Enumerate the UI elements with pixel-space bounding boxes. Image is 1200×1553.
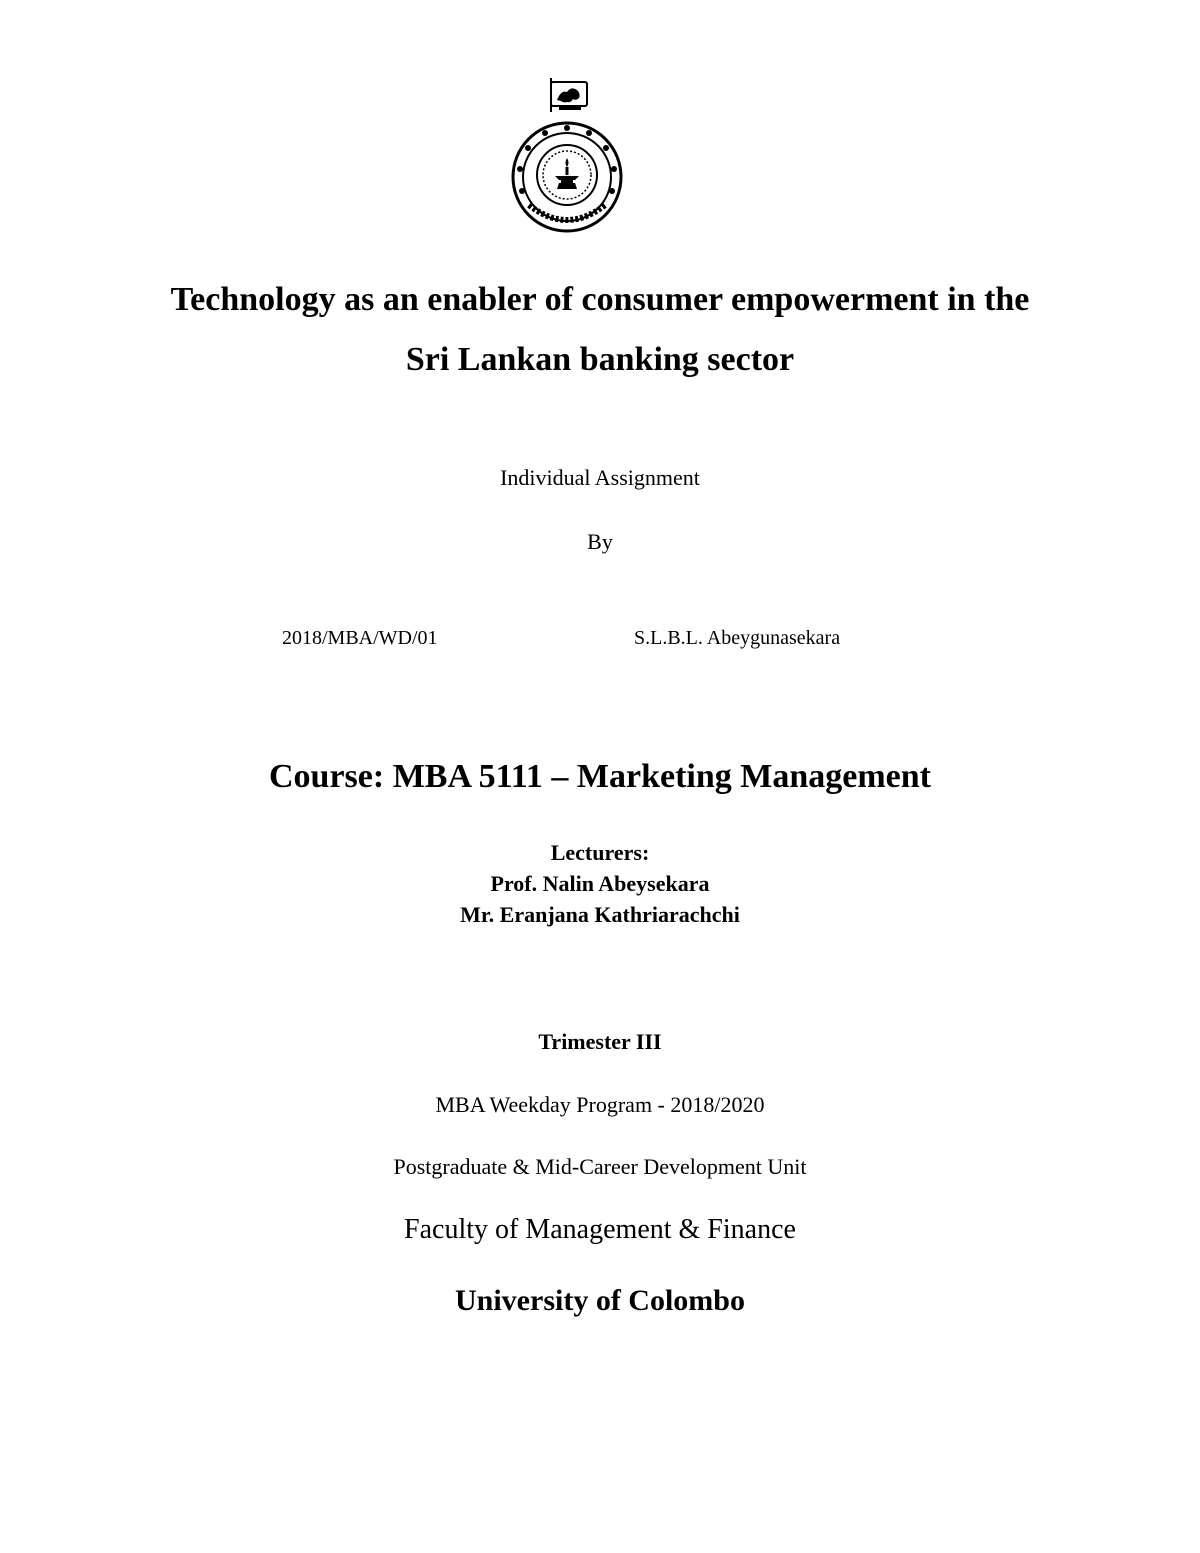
student-id: 2018/MBA/WD/01: [282, 627, 438, 649]
student-name: S.L.B.L. Abeygunasekara: [634, 627, 841, 649]
by-label: By: [587, 529, 613, 554]
lecturer-name: Prof. Nalin Abeysekara: [490, 871, 710, 896]
university-crest-icon: [499, 72, 635, 234]
assignment-type: Individual Assignment: [500, 465, 700, 490]
title-line-1: Technology as an enabler of consumer empowerment in the: [170, 281, 1030, 318]
university-name: University of Colombo: [455, 1284, 745, 1317]
course-title: Course: MBA 5111 – Marketing Management: [269, 758, 931, 795]
program-name: MBA Weekday Program - 2018/2020: [435, 1092, 765, 1117]
unit-name: Postgraduate & Mid-Career Development Unit: [393, 1154, 807, 1179]
faculty-name: Faculty of Management & Finance: [404, 1214, 796, 1245]
trimester: Trimester III: [538, 1029, 662, 1054]
title-line-2: Sri Lankan banking sector: [405, 341, 795, 378]
lecturers-heading: Lecturers:: [550, 840, 650, 865]
lecturer-name: Mr. Eranjana Kathriarachchi: [460, 902, 740, 927]
